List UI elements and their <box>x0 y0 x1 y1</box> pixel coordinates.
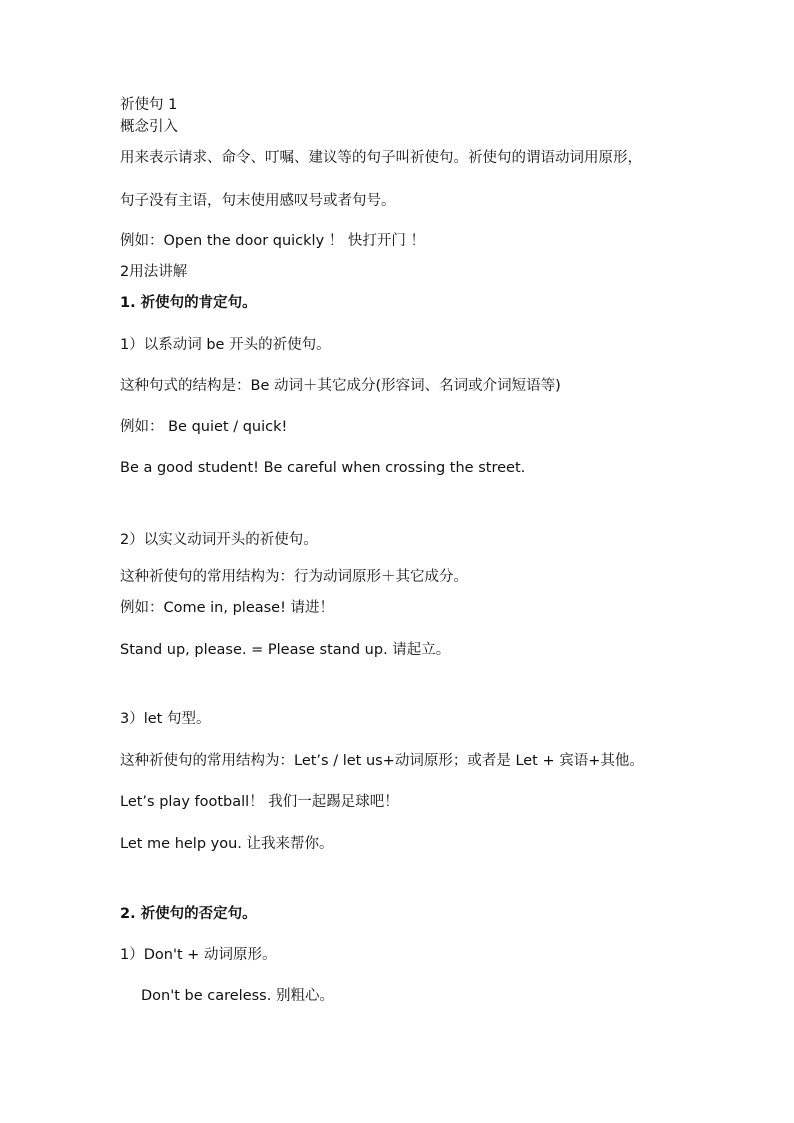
intro-example: 例如：Open the door quickly ！ 快打开门 ！ <box>120 233 425 249</box>
section1-sub3-title: 3）let 句型。 <box>120 711 211 727</box>
section1-sub2-title: 2）以实义动词开头的祈使句。 <box>120 532 318 548</box>
definition-line-2: 句子没有主语，句末使用感叹号或者句号。 <box>120 193 396 209</box>
section1-heading: 1. 祈使句的肯定句。 <box>120 295 257 311</box>
section1-sub2-structure: 这种祈使句的常用结构为：行为动词原形＋其它成分。 <box>120 569 468 585</box>
section1-sub2-example-2: Stand up, please. = Please stand up. 请起立。 <box>120 642 451 658</box>
section1-sub3-example-2: Let me help you. 让我来帮你。 <box>120 836 334 852</box>
section2-sub1-title: 1）Don't + 动词原形。 <box>120 947 277 963</box>
intro-heading: 概念引入 <box>120 119 178 135</box>
document-title: 祈使句 1 <box>120 97 178 113</box>
section1-sub1-structure: 这种句式的结构是：Be 动词＋其它成分(形容词、名词或介词短语等) <box>120 378 561 394</box>
section1-sub1-example-1: 例如： Be quiet / quick! <box>120 419 288 435</box>
definition-line-1: 用来表示请求、命令、叮嘱、建议等的句子叫祈使句。祈使句的谓语动词用原形， <box>120 150 642 166</box>
section1-sub3-example-1: Let’s play football！ 我们一起踢足球吧！ <box>120 794 399 810</box>
section1-sub3-structure: 这种祈使句的常用结构为：Let’s / let us+动词原形；或者是 Let + 宾语+其他。 <box>120 753 644 769</box>
section1-sub1-example-2: Be a good student! Be careful when crossing the street. <box>120 460 526 476</box>
section1-sub1-title: 1）以系动词 be 开头的祈使句。 <box>120 337 331 353</box>
section1-sub2-example-1: 例如：Come in, please! 请进！ <box>120 600 335 616</box>
section2-sub1-example-1: Don't be careless. 别粗心。 <box>141 988 334 1004</box>
section2-heading: 2. 祈使句的否定句。 <box>120 906 257 922</box>
usage-heading: 2用法讲解 <box>120 264 188 280</box>
